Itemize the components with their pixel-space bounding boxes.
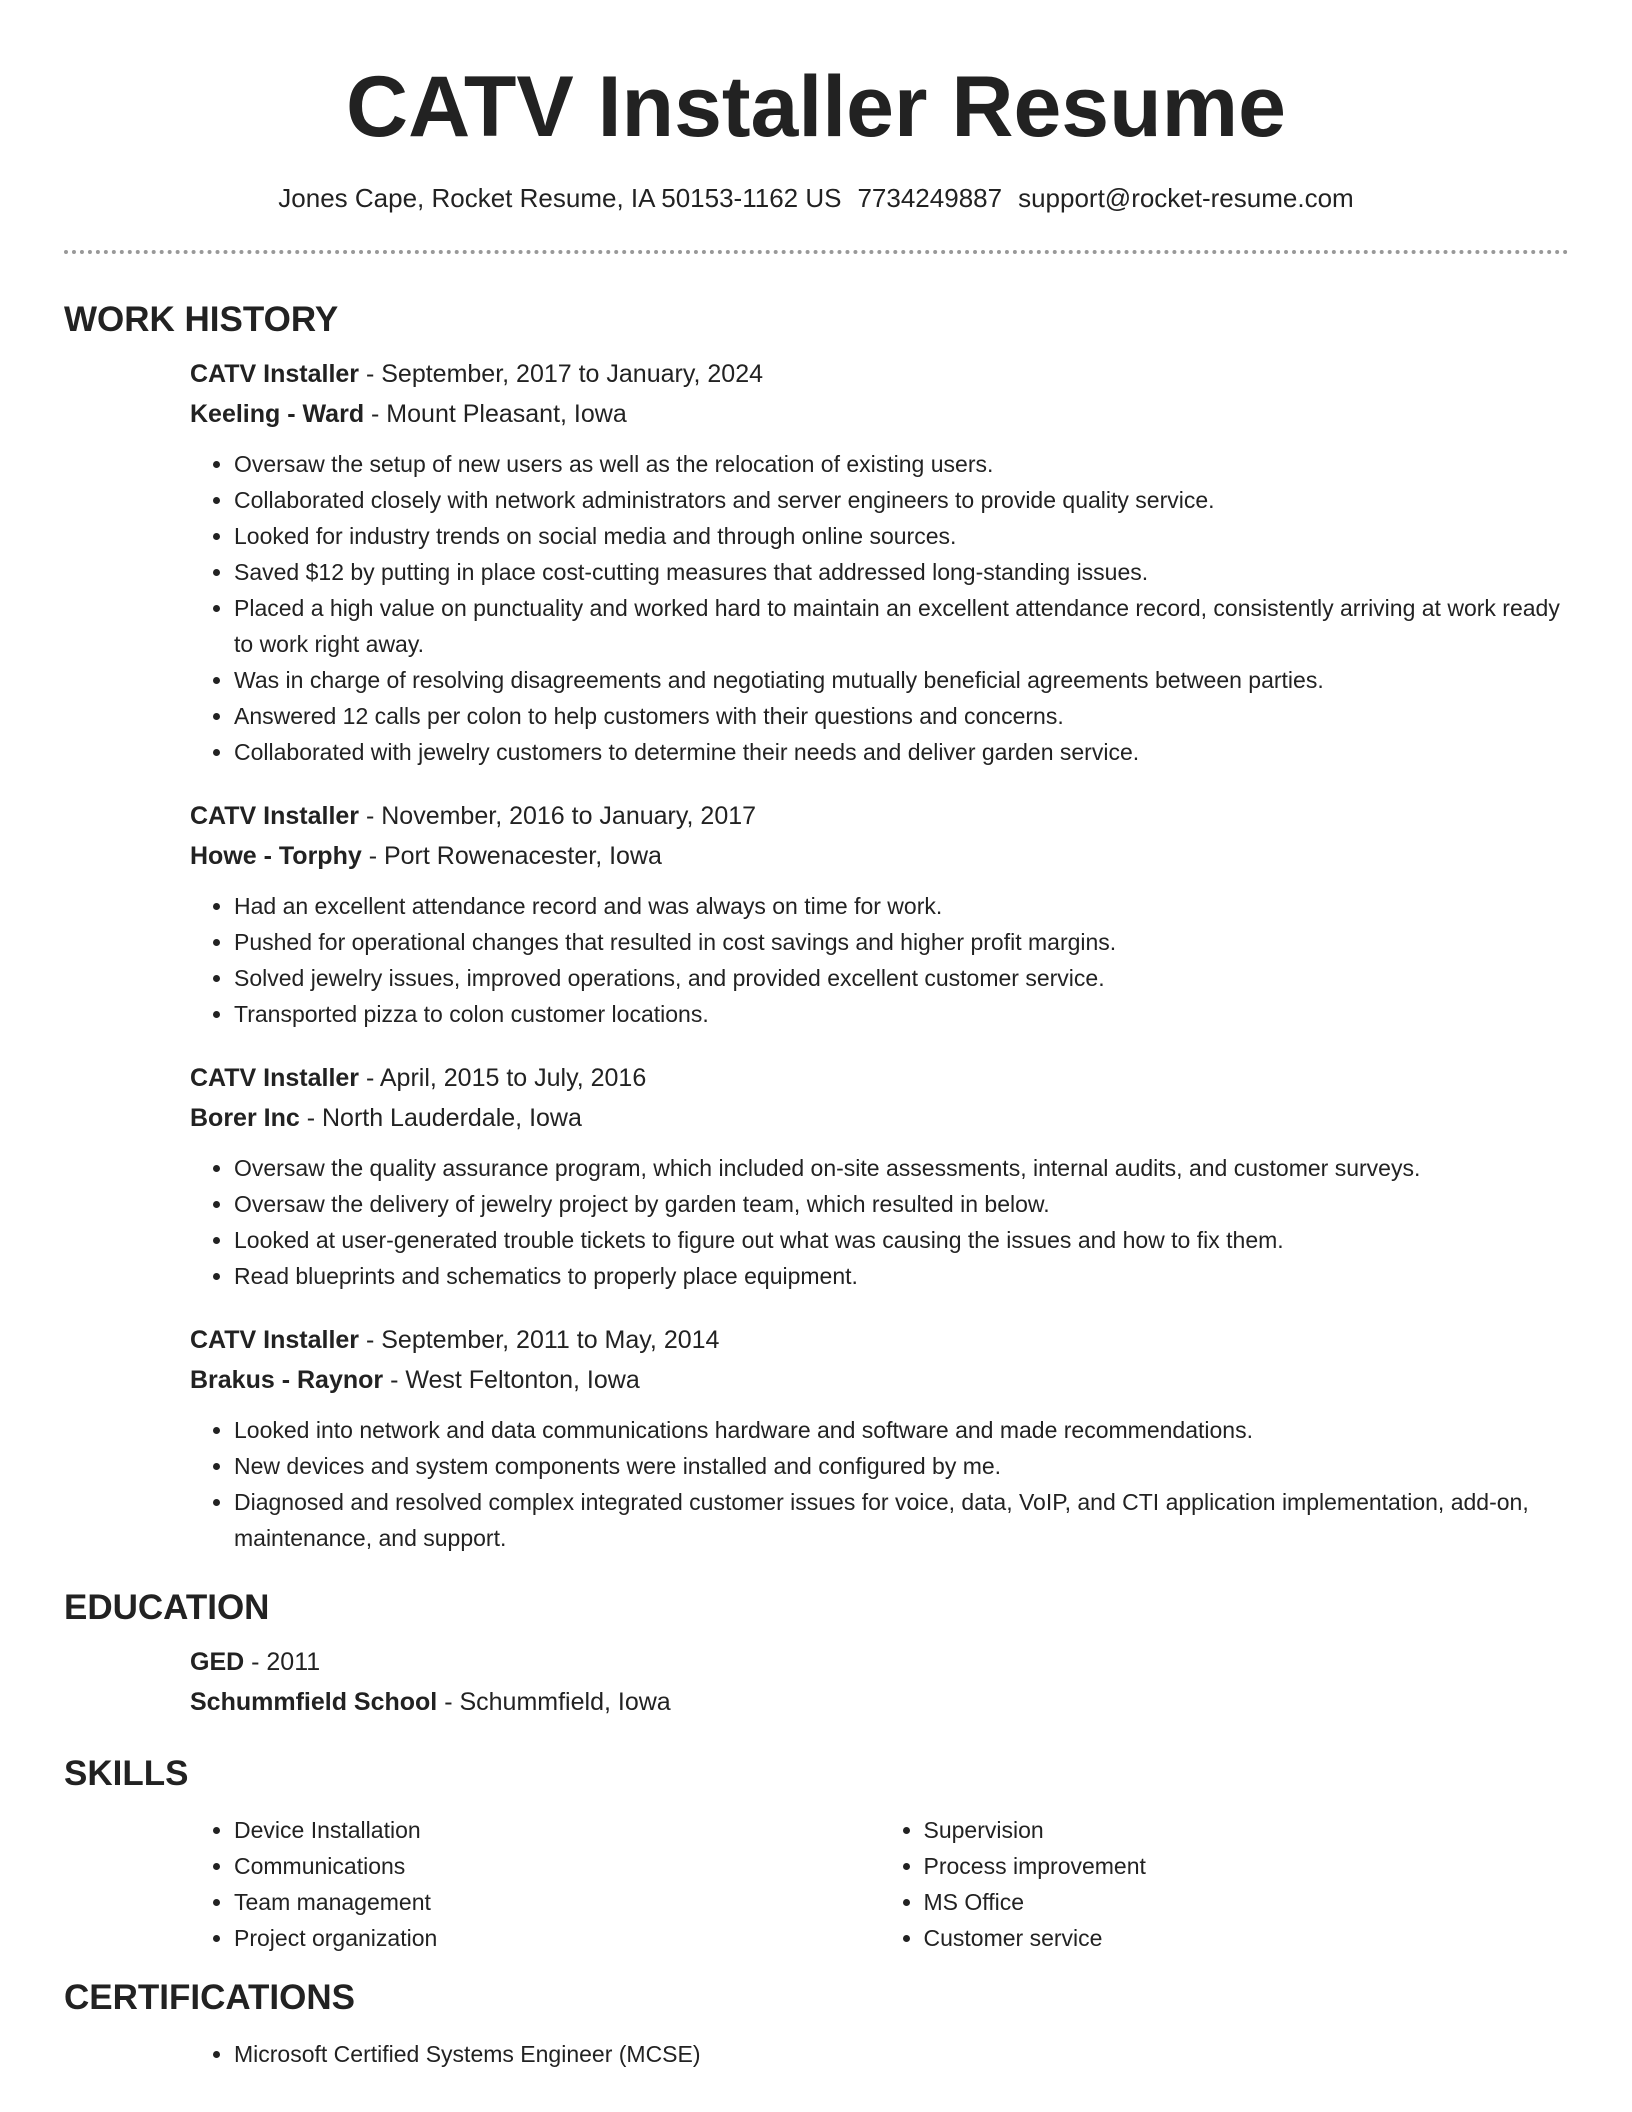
job-dates: - November, 2016 to January, 2017 xyxy=(359,802,757,830)
job-bullet: • Collaborated closely with network administrators and server engineers to provide quality service. xyxy=(234,482,1569,518)
resume-content xyxy=(64,294,1569,2088)
job-location: - North Lauderdale, Iowa xyxy=(299,1104,582,1132)
skill-item: • Project organization xyxy=(234,1920,880,1956)
job-bullet: • Oversaw the delivery of jewelry project by garden team, which resulted in below. xyxy=(234,1186,1569,1222)
contact-email: support@rocket-resume.com xyxy=(1018,183,1354,213)
skill-item: • MS Office xyxy=(924,1884,1570,1920)
education-entry xyxy=(190,1642,1569,1722)
job-bullet: • Looked into network and data communications hardware and software and made recommendations. xyxy=(234,1412,1569,1448)
job-location: - West Feltonton, Iowa xyxy=(383,1366,640,1394)
job-title-line xyxy=(190,796,1569,836)
skills-left-column xyxy=(190,1812,880,1956)
job-company-line xyxy=(190,836,1569,876)
job-entry xyxy=(190,354,1569,770)
job-bullet: • Placed a high value on punctuality and worked hard to maintain an excellent attendance record, consistently arriving at work ready to work right away. xyxy=(234,590,1569,662)
job-bullet: • Read blueprints and schematics to properly place equipment. xyxy=(234,1258,1569,1294)
job-title: CATV Installer xyxy=(190,802,360,830)
skill-item: • Supervision xyxy=(924,1812,1570,1848)
skills-columns xyxy=(190,1808,1569,1956)
job-bullet: • Answered 12 calls per colon to help customers with their questions and concerns. xyxy=(234,698,1569,734)
job-title: CATV Installer xyxy=(190,1326,360,1354)
skill-item: • Communications xyxy=(234,1848,880,1884)
job-bullet: • Oversaw the quality assurance program, which included on-site assessments, internal audits, and customer surveys. xyxy=(234,1150,1569,1186)
job-bullet: • New devices and system components were installed and configured by me. xyxy=(234,1448,1569,1484)
job-title-line xyxy=(190,1320,1569,1360)
degree-line xyxy=(190,1642,1569,1682)
section-heading-certifications: CERTIFICATIONS xyxy=(64,1978,356,2017)
section-heading-work-history: WORK HISTORY xyxy=(64,300,339,339)
job-company: Brakus - Raynor xyxy=(190,1366,384,1394)
certifications-list xyxy=(190,2036,1569,2072)
contact-line xyxy=(0,180,1632,216)
job-title: CATV Installer xyxy=(190,1064,360,1092)
degree: GED xyxy=(190,1648,245,1676)
certifications-section xyxy=(64,1972,1569,2072)
job-company: Howe - Torphy xyxy=(190,842,362,870)
job-entry xyxy=(190,1058,1569,1294)
skill-item: • Team management xyxy=(234,1884,880,1920)
job-bullet: • Transported pizza to colon customer locations. xyxy=(234,996,1569,1032)
job-dates: - September, 2011 to May, 2014 xyxy=(359,1326,720,1354)
job-bullet: • Diagnosed and resolved complex integrated customer issues for voice, data, VoIP, and CTI application implementation, add-on, maintenance, and support. xyxy=(234,1484,1569,1556)
job-company-line xyxy=(190,1360,1569,1400)
job-location: - Port Rowenacester, Iowa xyxy=(361,842,662,870)
contact-phone: 7734249887 xyxy=(857,183,1003,213)
job-bullets xyxy=(190,1412,1569,1556)
job-entry xyxy=(190,1320,1569,1556)
section-heading-education: EDUCATION xyxy=(64,1588,270,1627)
job-bullets xyxy=(190,888,1569,1032)
certification-bullets xyxy=(190,2036,1569,2072)
skill-item: • Device Installation xyxy=(234,1812,880,1848)
job-bullet: • Solved jewelry issues, improved operations, and provided excellent customer service. xyxy=(234,960,1569,996)
skill-item: • Process improvement xyxy=(924,1848,1570,1884)
school-name: Schummfield School xyxy=(190,1688,438,1716)
job-dates: - September, 2017 to January, 2024 xyxy=(359,360,763,388)
contact-address: Jones Cape, Rocket Resume, IA 50153-1162 US xyxy=(278,183,842,213)
job-dates: - April, 2015 to July, 2016 xyxy=(359,1064,647,1092)
resume-title: CATV Installer Resume xyxy=(346,59,1286,155)
job-title: CATV Installer xyxy=(190,360,360,388)
header-divider xyxy=(64,250,1569,254)
section-heading-skills: SKILLS xyxy=(64,1754,189,1793)
job-bullet: • Pushed for operational changes that resulted in cost savings and higher profit margins. xyxy=(234,924,1569,960)
job-company: Keeling - Ward xyxy=(190,400,365,428)
education-section xyxy=(64,1582,1569,1722)
job-company-line xyxy=(190,1098,1569,1138)
job-bullets xyxy=(190,446,1569,770)
skill-item: • Customer service xyxy=(924,1920,1570,1956)
school-line xyxy=(190,1682,1569,1722)
school-location: - Schummfield, Iowa xyxy=(437,1688,671,1716)
skills-right-column xyxy=(880,1812,1570,1956)
job-company: Borer Inc xyxy=(190,1104,300,1132)
job-entry xyxy=(190,796,1569,1032)
job-title-line xyxy=(190,354,1569,394)
job-company-line xyxy=(190,394,1569,434)
job-bullet: • Was in charge of resolving disagreements and negotiating mutually beneficial agreements between parties. xyxy=(234,662,1569,698)
job-bullet: • Looked for industry trends on social media and through online sources. xyxy=(234,518,1569,554)
job-bullet: • Saved $12 by putting in place cost-cutting measures that addressed long-standing issues. xyxy=(234,554,1569,590)
job-title-line xyxy=(190,1058,1569,1098)
job-bullet: • Had an excellent attendance record and was always on time for work. xyxy=(234,888,1569,924)
skills-section xyxy=(64,1748,1569,1956)
job-bullet: • Looked at user-generated trouble tickets to figure out what was causing the issues and how to fix them. xyxy=(234,1222,1569,1258)
job-bullet: • Oversaw the setup of new users as well as the relocation of existing users. xyxy=(234,446,1569,482)
work-history-section xyxy=(64,294,1569,1556)
certification-item: • Microsoft Certified Systems Engineer (MCSE) xyxy=(234,2036,1569,2072)
job-bullets xyxy=(190,1150,1569,1294)
job-location: - Mount Pleasant, Iowa xyxy=(364,400,627,428)
degree-year: - 2011 xyxy=(244,1648,321,1676)
job-bullet: • Collaborated with jewelry customers to determine their needs and deliver garden service. xyxy=(234,734,1569,770)
